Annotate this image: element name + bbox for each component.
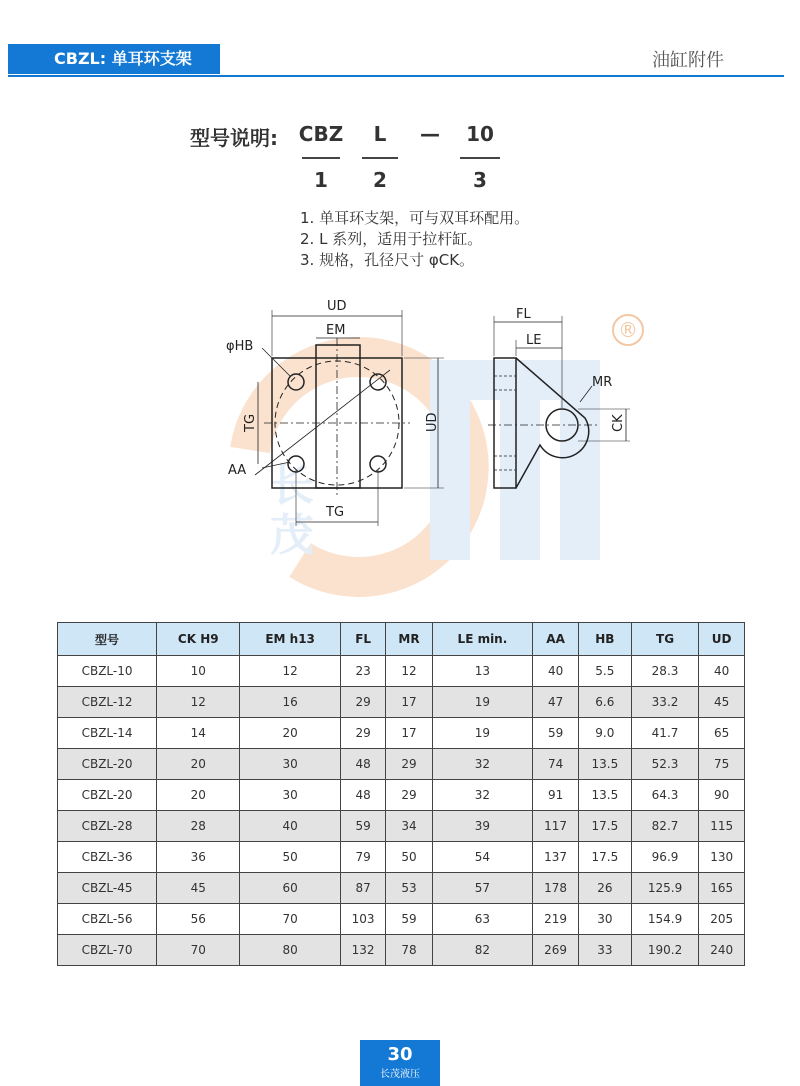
table-cell: 52.3 [631,749,698,780]
table-cell: 59 [386,904,432,935]
label-hb: φHB [226,339,254,354]
table-cell: 5.5 [578,656,631,687]
table-cell: 30 [240,749,340,780]
table-cell: 90 [699,780,745,811]
table-cell: 65 [699,718,745,749]
table-cell: 54 [432,842,533,873]
footer-brand: 长茂液压 [380,1069,420,1080]
table-cell: 125.9 [631,873,698,904]
table-cell: 154.9 [631,904,698,935]
underline-1 [302,157,340,159]
col-header: EM h13 [240,623,340,656]
table-cell: 17 [386,718,432,749]
table-row [58,935,745,966]
col-header: FL [340,623,386,656]
label-em: EM [326,323,346,338]
table-cell: 74 [533,749,579,780]
spec-table [57,622,745,966]
table-cell: 19 [432,687,533,718]
table-cell: 132 [340,935,386,966]
table-cell: 48 [340,749,386,780]
note-1: 1. 单耳环支架，可与双耳环配用。 [300,209,530,227]
table-cell: 56 [157,904,240,935]
table-cell: 32 [432,749,533,780]
table-cell: 10 [157,656,240,687]
page-number: 30 [387,1044,413,1065]
underline-2 [362,157,398,159]
table-cell: 28 [157,811,240,842]
table-cell: CBZL-14 [58,718,157,749]
table-cell: 79 [340,842,386,873]
index-1: 1 [314,168,328,192]
table-cell: 50 [386,842,432,873]
label-aa: AA [228,463,247,478]
table-cell: 33 [578,935,631,966]
table-cell: 41.7 [631,718,698,749]
table-cell: 137 [533,842,579,873]
table-cell: 78 [386,935,432,966]
table-cell: 13.5 [578,749,631,780]
table-cell: CBZL-10 [58,656,157,687]
table-cell: 103 [340,904,386,935]
table-cell: 19 [432,718,533,749]
col-header: AA [533,623,579,656]
section-title-tab [8,44,220,74]
label-mr: MR [592,375,613,390]
table-cell: 165 [699,873,745,904]
label-tg-bottom: TG [326,505,345,520]
table-cell: 178 [533,873,579,904]
note-3: 3. 规格，孔径尺寸 φCK。 [300,251,475,269]
table-cell: 17.5 [578,842,631,873]
table-cell: 6.6 [578,687,631,718]
table-cell: 130 [699,842,745,873]
table-cell: 91 [533,780,579,811]
table-cell: CBZL-28 [58,811,157,842]
table-cell: 29 [386,780,432,811]
table-cell: CBZL-20 [58,749,157,780]
table-cell: 45 [157,873,240,904]
table-cell: 14 [157,718,240,749]
table-cell: 20 [157,749,240,780]
table-cell: 30 [240,780,340,811]
table-header-row [58,623,745,656]
table-row [58,718,745,749]
section-category: 油缸附件 [652,50,724,71]
table-cell: 9.0 [578,718,631,749]
table-cell: 36 [157,842,240,873]
table-cell: 29 [340,687,386,718]
table-cell: 117 [533,811,579,842]
table-cell: CBZL-70 [58,935,157,966]
table-cell: 219 [533,904,579,935]
table-cell: CBZL-56 [58,904,157,935]
table-cell: 64.3 [631,780,698,811]
table-cell: 115 [699,811,745,842]
table-cell: CBZL-36 [58,842,157,873]
table-cell: 269 [533,935,579,966]
table-cell: 70 [157,935,240,966]
table-cell: 12 [386,656,432,687]
table-cell: 87 [340,873,386,904]
table-cell: 32 [432,780,533,811]
header-divider [8,75,784,77]
table-cell: 13.5 [578,780,631,811]
table-cell: 59 [340,811,386,842]
table-cell: 12 [240,656,340,687]
table-cell: 96.9 [631,842,698,873]
table-cell: 205 [699,904,745,935]
table-cell: 29 [386,749,432,780]
table-cell: 23 [340,656,386,687]
table-cell: 82.7 [631,811,698,842]
label-ud-top: UD [327,299,347,314]
model-part-type: L [373,122,387,146]
table-cell: CBZL-45 [58,873,157,904]
index-3: 3 [473,168,487,192]
table-cell: 47 [533,687,579,718]
underline-3 [460,157,500,159]
col-header: HB [578,623,631,656]
col-header: UD [699,623,745,656]
model-label: 型号说明: [190,126,278,150]
table-cell: 240 [699,935,745,966]
table-cell: 40 [699,656,745,687]
model-part-series: CBZ [298,122,344,146]
table-cell: 45 [699,687,745,718]
table-cell: 33.2 [631,687,698,718]
table-cell: 12 [157,687,240,718]
table-cell: 17.5 [578,811,631,842]
table-cell: 30 [578,904,631,935]
col-header: LE min. [432,623,533,656]
label-fl: FL [516,307,531,322]
table-cell: 190.2 [631,935,698,966]
table-cell: 39 [432,811,533,842]
table-cell: 40 [533,656,579,687]
model-part-size: 10 [466,122,494,146]
col-header: 型号 [58,623,157,656]
table-row [58,811,745,842]
table-cell: 26 [578,873,631,904]
table-cell: 80 [240,935,340,966]
table-cell: 40 [240,811,340,842]
bolt-hole-tl [288,374,304,390]
col-header: CK H9 [157,623,240,656]
table-cell: 20 [240,718,340,749]
table-cell: 29 [340,718,386,749]
table-cell: 48 [340,780,386,811]
table-row [58,873,745,904]
table-cell: 13 [432,656,533,687]
index-2: 2 [373,168,387,192]
col-header: TG [631,623,698,656]
table-cell: 82 [432,935,533,966]
label-ck: CK [611,414,626,432]
note-2: 2. L 系列，适用于拉杆缸。 [300,230,483,248]
side-view-plate [494,358,516,488]
table-cell: 60 [240,873,340,904]
technical-drawing [0,290,800,530]
table-row [58,749,745,780]
registered-mark: ® [618,318,638,342]
table-cell: 28.3 [631,656,698,687]
table-row [58,687,745,718]
table-cell: CBZL-12 [58,687,157,718]
table-row [58,656,745,687]
table-cell: 63 [432,904,533,935]
watermark-char-2: 茂 [270,510,314,561]
table-row [58,842,745,873]
section-title: CBZL: 单耳环支架 [54,49,192,68]
table-cell: 34 [386,811,432,842]
page-footer [360,1040,440,1086]
front-view-ear [316,345,360,488]
label-ud-right: UD [425,412,440,432]
table-cell: 59 [533,718,579,749]
table-cell: 17 [386,687,432,718]
col-header: MR [386,623,432,656]
table-cell: CBZL-20 [58,780,157,811]
table-cell: 16 [240,687,340,718]
label-tg-left: TG [243,413,258,432]
label-le: LE [526,333,542,348]
table-cell: 70 [240,904,340,935]
table-cell: 75 [699,749,745,780]
table-cell: 20 [157,780,240,811]
table-row [58,780,745,811]
table-cell: 57 [432,873,533,904]
model-notes [300,208,529,271]
table-cell: 53 [386,873,432,904]
table-row [58,904,745,935]
table-cell: 50 [240,842,340,873]
model-part-dash: — [420,122,440,146]
watermark-char-1: 长 [270,460,314,511]
